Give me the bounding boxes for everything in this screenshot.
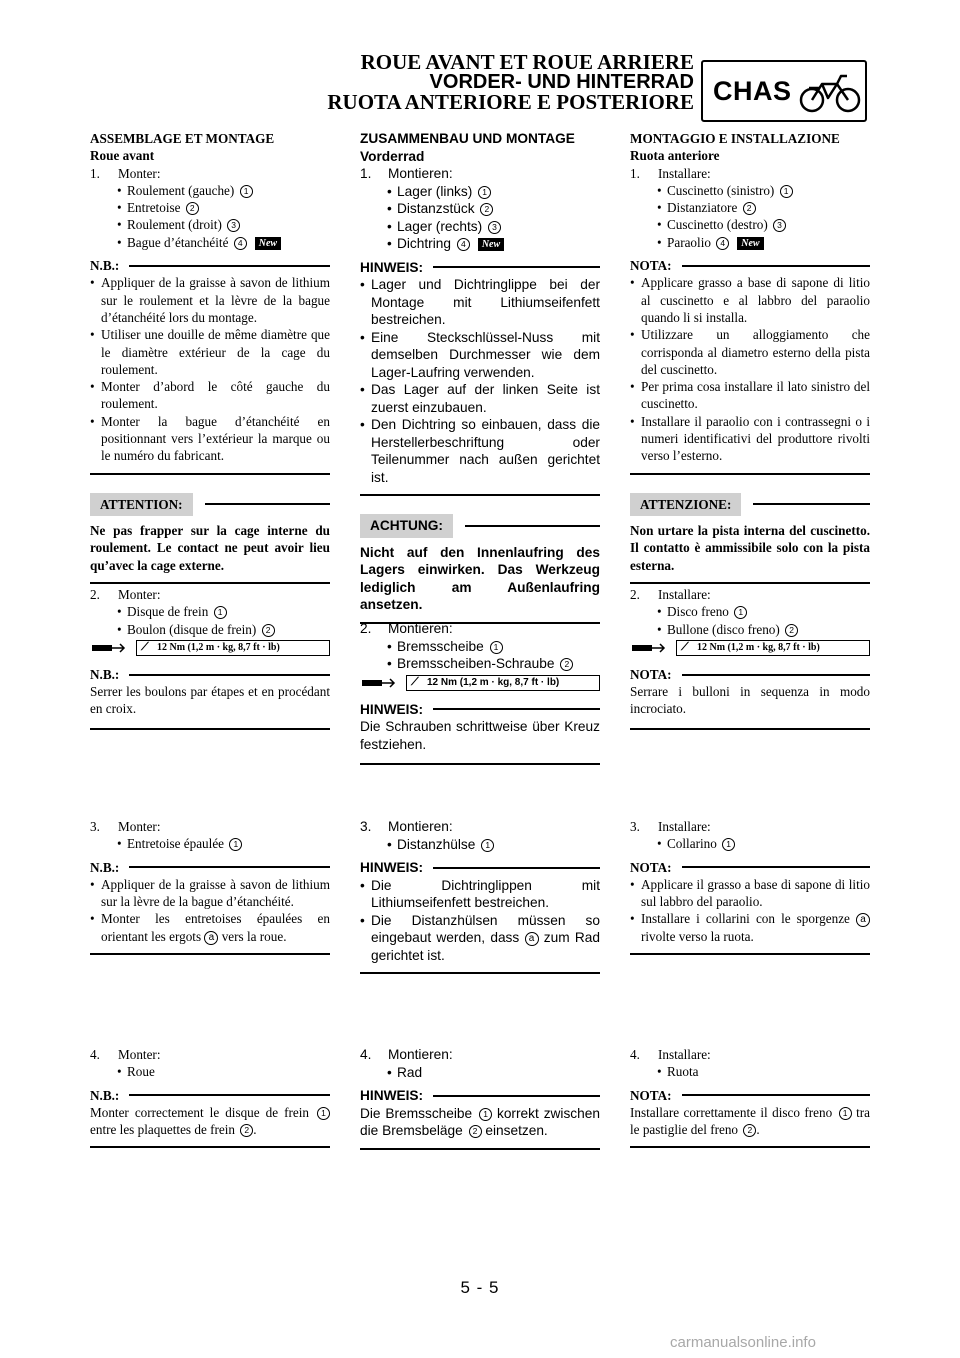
note-item: • Installare il paraolio con i contrassegni o i numeri identificativi del produttore rivolti verso l’esterno. bbox=[630, 413, 870, 465]
motorcycle-icon bbox=[797, 68, 863, 116]
note-item: • Per prima cosa installare il lato sinistro del cuscinetto. bbox=[630, 378, 870, 413]
list-item: • Lager (rechts) 3 bbox=[360, 218, 600, 236]
fr-step-1: 1. Monter: bbox=[90, 165, 161, 181]
list-item: • Distanzhülse 1 bbox=[360, 836, 600, 854]
note-item: • Utilizzare un alloggiamento che corrisponda al diametro esterno della pista del cuscinetto. bbox=[630, 326, 870, 378]
list-item: • Roulement (gauche) 1 bbox=[90, 182, 330, 199]
de-section-2: 2. Montieren: • Bremsscheibe 1 • Bremsscheiben-Schraube 2 ⟋ 12 Nm (1,2 m · kg, 8,7 ft · lb) HINWEIS: Die Schrauben schrittweise über Kreuz festziehen. bbox=[360, 620, 600, 765]
fr-section-1 bbox=[90, 130, 330, 584]
fr-caution-header: ATTENTION: bbox=[90, 493, 330, 516]
note-item: • Lager und Dichtringlippe bei der Montage mit Lithiumseifenfett bestreichen. bbox=[360, 276, 600, 329]
note-item: • Die Dichtringlippen mit Lithiumseifenfett bestreichen. bbox=[360, 877, 600, 912]
torque-wrench-icon bbox=[90, 641, 136, 655]
it-section-4: 4. Installare: • Ruota NOTA: Installare correttamente il disco freno 1 tra le pastiglie del freno 2 . bbox=[630, 1046, 870, 1148]
note-item: • Monter d’abord le côté gauche du roulement. bbox=[90, 378, 330, 413]
note-text: Installare correttamente il disco freno 1 tra le pastiglie del freno 2 . bbox=[630, 1104, 870, 1138]
fr-note-header: N.B.: bbox=[90, 257, 330, 274]
de-subheading: Vorderrad bbox=[360, 148, 425, 164]
fr-caution-text: Ne pas frapper sur la cage interne du roulement. Le contact ne peut avoir lieu qu’avec la cage externe. bbox=[90, 522, 330, 573]
note-text: Monter correctement le disque de frein 1 entre les plaquettes de frein 2 . bbox=[90, 1104, 330, 1139]
note-item: • Appliquer de la graisse à savon de lithium sur la lèvre de la bague d’étanchéité. bbox=[90, 876, 330, 911]
it-section-3: 3. Installare: • Collarino 1 NOTA: • Applicare il grasso a base di sapone di litio sul labbro del paraolio. • Installare i collarini con le sporgenze a rivolte verso la ruota. bbox=[630, 818, 870, 955]
note-item: • Installare i collarini con le sporgenze a rivolte verso la ruota. bbox=[630, 910, 870, 945]
chas-label: CHAS bbox=[713, 76, 792, 106]
note-item: • Monter la bague d’étanchéité en positionnant vers l’extérieur la marque ou le numéro du fabricant. bbox=[90, 413, 330, 465]
it-section-1: MONTAGGIO E INSTALLAZIONE Ruota anteriore 1. Installare: • Cuscinetto (sinistro) 1 • Distanziatore 2 • Cuscinetto (destro) 3 • Paraolio 4 New NOTA: • Applicare grasso a base di sapone di litio al cuscinetto e al labbro del paraolio quando li si installa. • Utilizzare un alloggiamento che corrisponda al diametro esterno della pista del cuscinetto. • Per prima cosa installare il lato sinistro del cuscinetto. • Installare il paraolio con i contrassegni o i numeri identificativi del produttore rivolti verso l’esterno. ATTENZIONE: Non urtare la pista interna del cuscinetto. Il contatto è ammissibile solo con la pista esterna. bbox=[630, 130, 870, 584]
note-item: • Eine Steckschlüssel-Nuss mit demselben Durchmesser wie dem Lager-Laufring verwenden. bbox=[360, 329, 600, 382]
torque-wrench-icon bbox=[360, 676, 406, 690]
list-item: • Ruota bbox=[630, 1063, 870, 1080]
new-part-badge: New bbox=[255, 237, 281, 250]
list-item: • Bague d’étanchéité 4 New bbox=[90, 234, 330, 251]
it-heading: MONTAGGIO E INSTALLAZIONE bbox=[630, 131, 840, 146]
list-item: • Roulement (droit) 3 bbox=[90, 216, 330, 233]
fr-section-4: 4. Monter: • Roue N.B.: Monter correctement le disque de frein 1 entre les plaquettes de frein 2 . bbox=[90, 1046, 330, 1148]
list-item: • Roue bbox=[90, 1063, 330, 1080]
list-item: • Bremsscheiben-Schraube 2 bbox=[360, 655, 600, 673]
note-item: • Das Lager auf der linken Seite ist zuerst einzubauen. bbox=[360, 381, 600, 416]
de-section-3: 3. Montieren: • Distanzhülse 1 HINWEIS: • Die Dichtringlippen mit Lithiumseifenfett bestreichen. • Die Distanzhülsen müssen so eingebaut werden, dass a zum Rad gerichtet ist. bbox=[360, 818, 600, 974]
note-item: • Applicare il grasso a base di sapone di litio sul labbro del paraolio. bbox=[630, 876, 870, 911]
list-item: • Distanziatore 2 bbox=[630, 199, 870, 216]
fr-section-2: 2. Monter: • Disque de frein 1 • Boulon (disque de frein) 2 ⟋ 12 Nm (1,2 m · kg, 8,7 ft · lb) N.B.: Serrer les boulons par étapes et en procédant en croix. bbox=[90, 586, 330, 730]
note-item: • Applicare grasso a base di sapone di litio al cuscinetto e al labbro del paraolio quando li si installa. bbox=[630, 274, 870, 326]
it-section-2: 2. Installare: • Disco freno 1 • Bullone (disco freno) 2 ⟋ 12 Nm (1,2 m · kg, 8,7 ft · lb) NOTA: Serrare i bulloni in sequenza in modo incrociato. bbox=[630, 586, 870, 730]
note-text: Die Schrauben schrittweise über Kreuz festziehen. bbox=[360, 719, 600, 752]
watermark: carmanualsonline.info bbox=[670, 1334, 816, 1351]
de-section-1: ZUSAMMENBAU UND MONTAGE Vorderrad 1. Montieren: • Lager (links) 1 • Distanzstück 2 • Lager (rechts) 3 • Dichtring 4 New HINWEIS: • Lager und Dichtringlippe bei der Montage mit Lithiumseifenfett bestreichen. • Eine Steckschlüssel-Nuss mit demselben Durchmesser wie dem Lager-Laufring verwenden. • Das Lager auf der linken Seite ist zuerst einzubauen. • Den Dichtring so einbauen, dass die Herstellerbeschriftung oder Teilenummer nach außen gerichtet ist. ACHTUNG: Nicht auf den Innenlaufring des Lagers einwirken. Das Werkzeug lediglich am Außenlaufring ansetzen. bbox=[360, 130, 600, 624]
page-number: 5 - 5 bbox=[460, 1278, 500, 1297]
it-caution-text: Non urtare la pista interna del cuscinetto. Il contatto è ammissibile solo con la pista esterna. bbox=[630, 522, 870, 573]
list-item: • Dichtring 4 New bbox=[360, 235, 600, 253]
de-caution-text: Nicht auf den Innenlaufring des Lagers einwirken. Das Werkzeug lediglich am Außenlaufring ansetzen. bbox=[360, 544, 600, 612]
note-text: Serrare i bulloni in sequenza in modo incrociato. bbox=[630, 684, 870, 717]
note-item: • Monter les entretoises épaulées en orientant les ergots a vers la roue. bbox=[90, 910, 330, 945]
torque-spec: ⟋ 12 Nm (1,2 m · kg, 8,7 ft · lb) bbox=[90, 640, 330, 656]
title-fr: ROUE AVANT ET ROUE ARRIERE bbox=[360, 50, 694, 74]
title-de: VORDER- UND HINTERRAD bbox=[429, 71, 694, 93]
list-item: • Paraolio 4 New bbox=[630, 234, 870, 251]
torque-spec: ⟋ 12 Nm (1,2 m · kg, 8,7 ft · lb) bbox=[630, 640, 870, 656]
fr-heading: ASSEMBLAGE ET MONTAGE bbox=[90, 131, 275, 146]
note-item: • Den Dichtring so einbauen, dass die Herstellerbeschriftung oder Teilenummer nach außen gerichtet ist. bbox=[360, 416, 600, 486]
list-item: • Bremsscheibe 1 bbox=[360, 638, 600, 656]
torque-spec: ⟋ 12 Nm (1,2 m · kg, 8,7 ft · lb) bbox=[360, 675, 600, 691]
de-heading: ZUSAMMENBAU UND MONTAGE bbox=[360, 131, 575, 146]
list-item: • Disco freno 1 bbox=[630, 603, 870, 620]
fr-section-3: 3. Monter: • Entretoise épaulée 1 N.B.: • Appliquer de la graisse à savon de lithium sur la lèvre de la bague d’étanchéité. • Monter les entretoises épaulées en orientant les ergots a vers la roue. bbox=[90, 818, 330, 955]
list-item: • Boulon (disque de frein) 2 bbox=[90, 621, 330, 638]
new-part-badge: New bbox=[478, 238, 504, 251]
note-item: • Die Distanzhülsen müssen so eingebaut werden, dass a zum Rad gerichtet ist. bbox=[360, 912, 600, 965]
note-item: • Utiliser une douille de même diamètre que le diamètre extérieur de la cage du roulement. bbox=[90, 326, 330, 378]
list-item: • Cuscinetto (destro) 3 bbox=[630, 216, 870, 233]
list-item: • Collarino 1 bbox=[630, 835, 870, 852]
chas-badge bbox=[701, 60, 867, 122]
it-subheading: Ruota anteriore bbox=[630, 148, 720, 164]
fr-subheading: Roue avant bbox=[90, 148, 155, 164]
note-item: • Appliquer de la graisse à savon de lithium sur le roulement et la lèvre de la bague d’étanchéité lors du montage. bbox=[90, 274, 330, 326]
de-section-4: 4. Montieren: • Rad HINWEIS: Die Bremsscheibe 1 korrekt zwischen die Bremsbeläge 2 einsetzen. bbox=[360, 1046, 600, 1150]
title-it: RUOTA ANTERIORE E POSTERIORE bbox=[327, 90, 694, 114]
new-part-badge: New bbox=[737, 237, 763, 250]
list-item: • Cuscinetto (sinistro) 1 bbox=[630, 182, 870, 199]
list-item: • Distanzstück 2 bbox=[360, 200, 600, 218]
list-item: • Entretoise épaulée 1 bbox=[90, 835, 330, 852]
list-item: • Bullone (disco freno) 2 bbox=[630, 621, 870, 638]
note-text: Die Bremsscheibe 1 korrekt zwischen die Bremsbeläge 2 einsetzen. bbox=[360, 1105, 600, 1138]
torque-wrench-icon bbox=[630, 641, 676, 655]
list-item: • Rad bbox=[360, 1064, 600, 1082]
list-item: • Lager (links) 1 bbox=[360, 183, 600, 201]
list-item: • Entretoise 2 bbox=[90, 199, 330, 216]
list-item: • Disque de frein 1 bbox=[90, 603, 330, 620]
note-text: Serrer les boulons par étapes et en procédant en croix. bbox=[90, 684, 330, 717]
